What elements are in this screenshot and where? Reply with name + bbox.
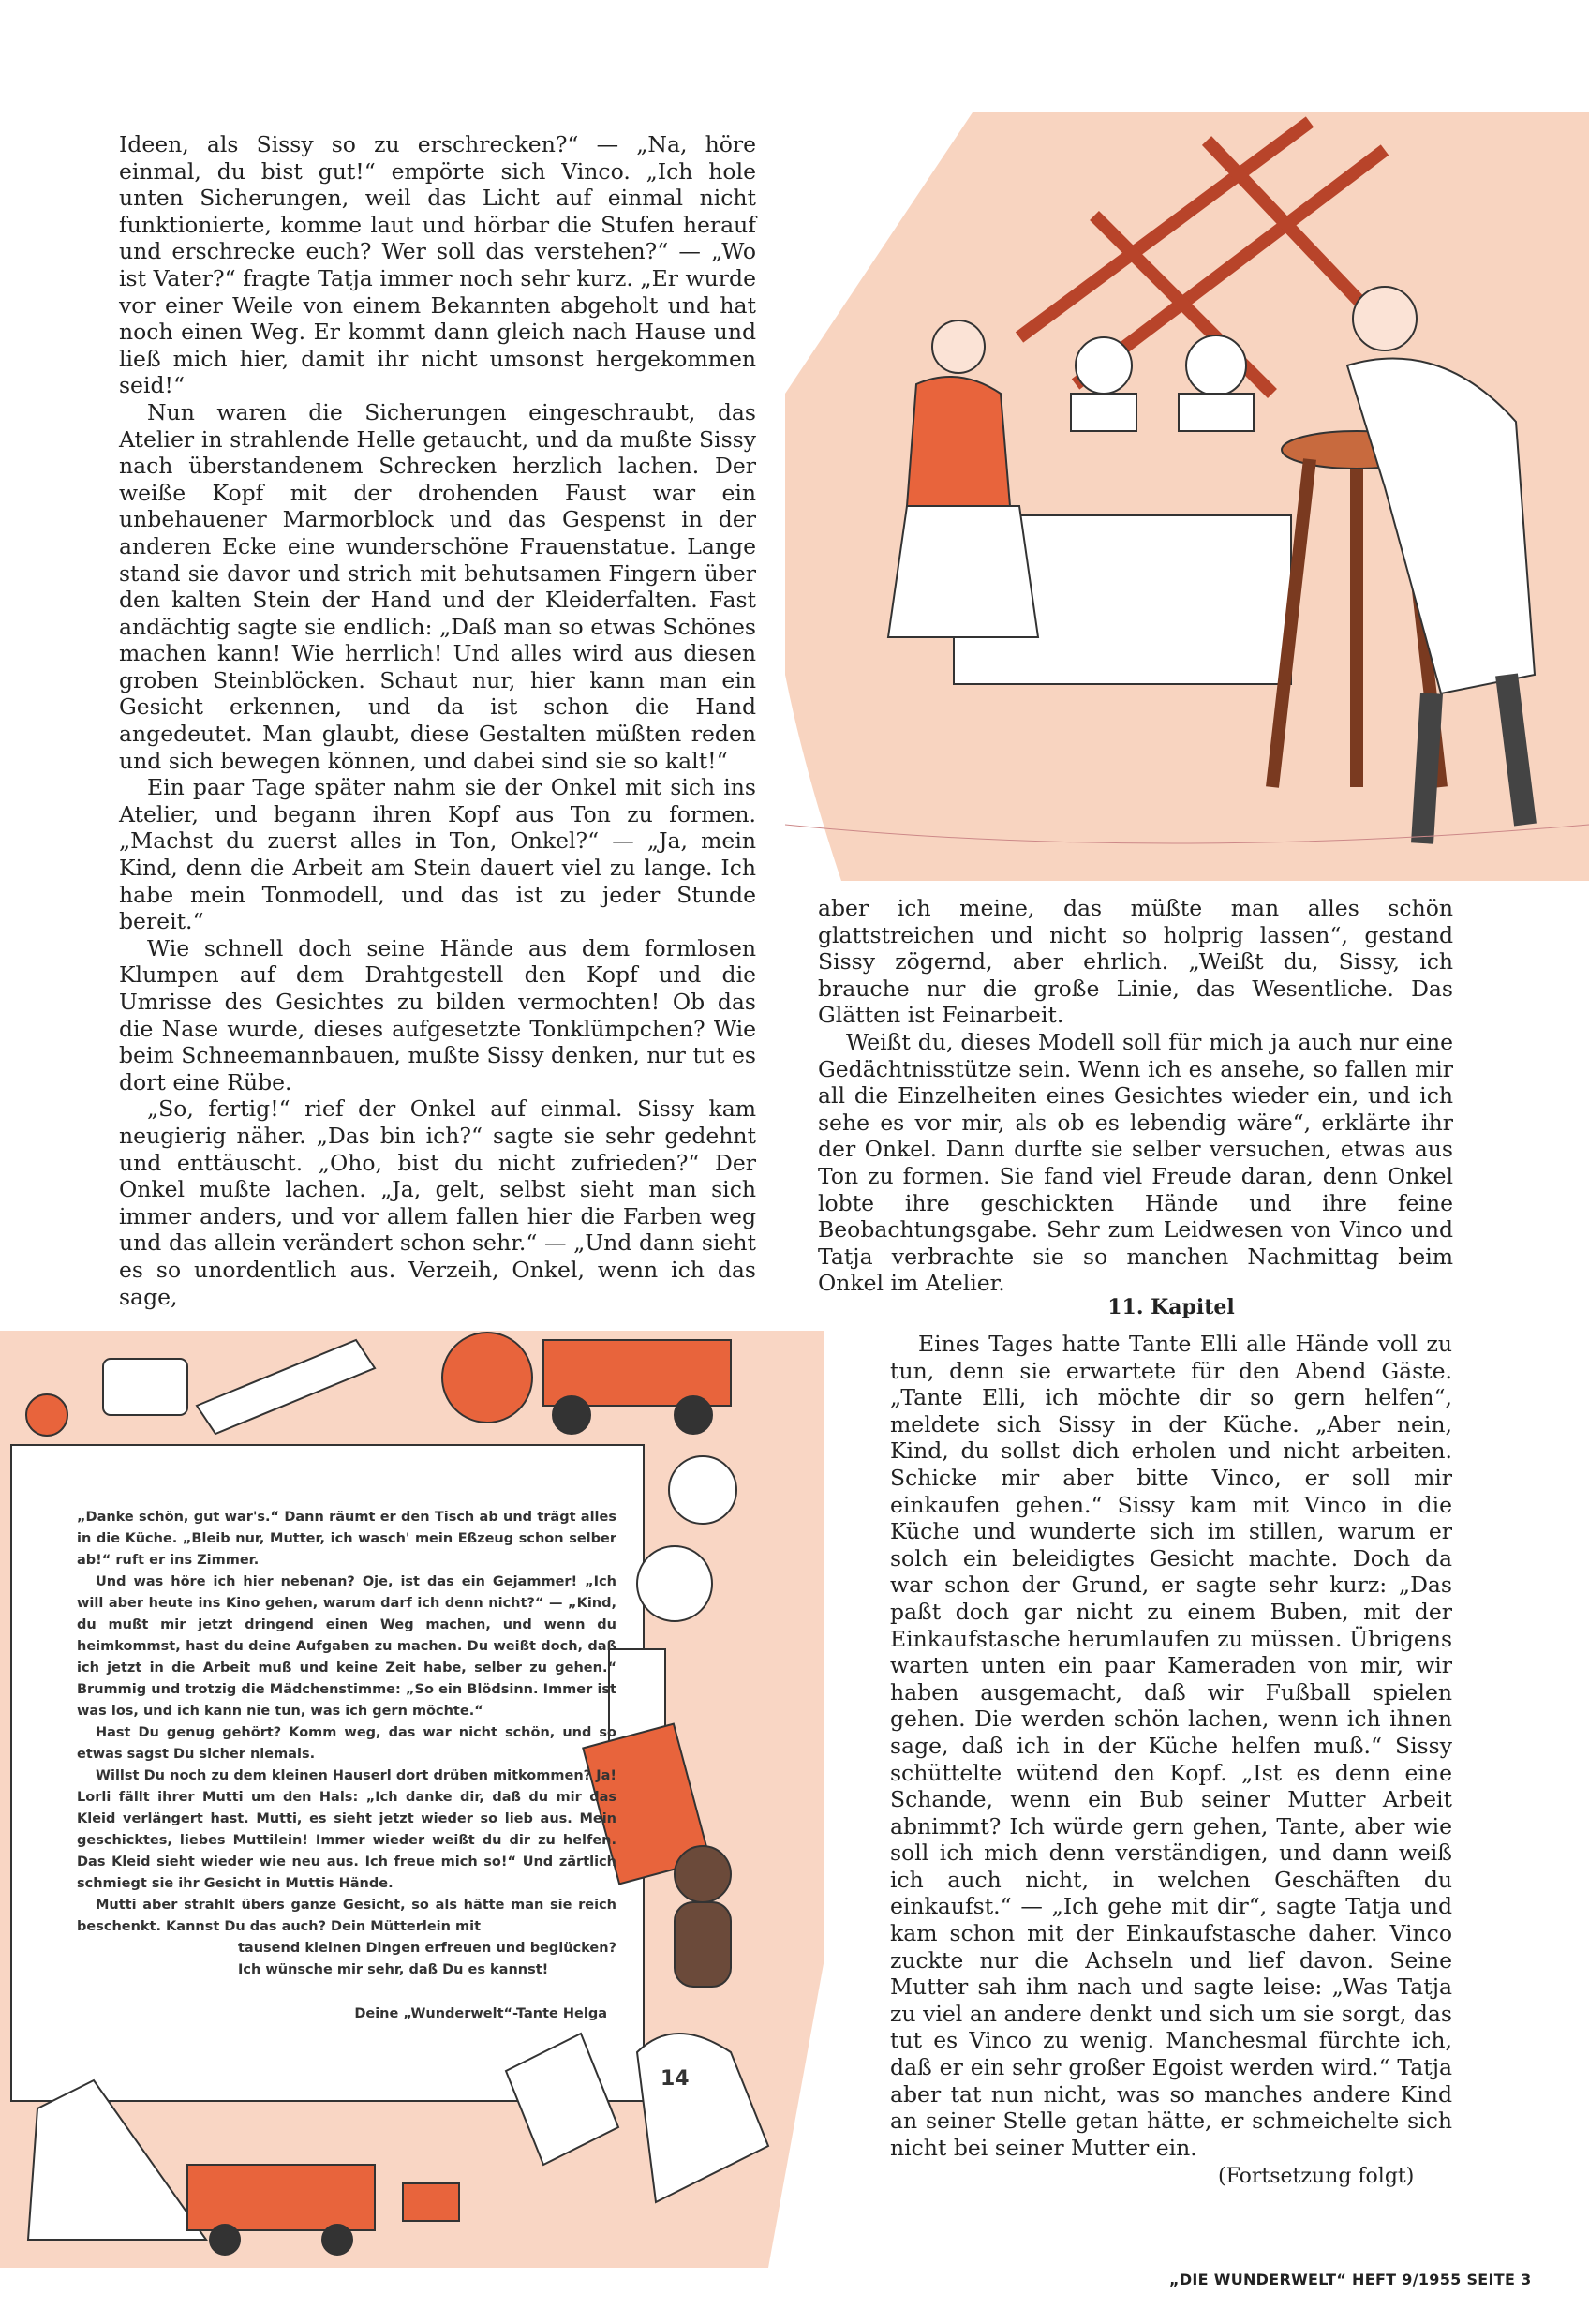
paragraph: Ein paar Tage später nahm sie der Onkel mit sich ins Atelier, und begann ihren Kopf aus Ton zu formen. „Machst du zuerst alles in Ton, Onkel?“ — „Ja, mein Kind, denn die Arbeit am Stein dauert viel zu lange. Ich habe mein Tonmodell, und das ist zu jeder Stunde bereit.“: [119, 774, 756, 935]
paragraph: aber ich meine, das müßte man alles schön glattstreichen und nicht so holprig lassen“, gestand Sissy zögernd, aber ehrlich. „Weißt du, Sissy, ich brauche nur die große Linie, das Wesentliche. Das Glätten ist Feinarbeit.: [818, 895, 1453, 1029]
chapter-text-column: [890, 1331, 1452, 2161]
paragraph-tail: tausend kleinen Dingen erfreuen und beglücken? Ich wünsche mir sehr, daß Du es kannst!: [238, 1941, 616, 1977]
left-text-column: [119, 131, 756, 1310]
card-number: 14: [661, 2067, 690, 2091]
signature: Deine „Wunderwelt“-Tante Helga: [354, 2006, 607, 2021]
atelier-illustration: [785, 112, 1589, 881]
continued-note: (Fortsetzung folgt): [1218, 2165, 1415, 2188]
paragraph: „So, fertig!“ rief der Onkel auf einmal. Sissy kam neugierig näher. „Das bin ich?“ sagte sie sehr gedehnt und enttäuscht. „Oho, bist du nicht zufrieden?“ Der Onkel mußte lachen. „Ja, gelt, selbst sieht man sich immer anders, und vor allem fallen hier die Farben weg und das allein verändert schon sehr.“ — „Und dann sieht es so unordentlich aus. Verzeih, Onkel, wenn ich das sage,: [119, 1095, 756, 1310]
paragraph: Mutti aber strahlt übers ganze Gesicht, so als hätte man sie reich beschenkt. Kannst Du das auch? Dein Mütterlein mit: [77, 1898, 616, 1934]
paragraph: „Danke schön, gut war's.“ Dann räumt er den Tisch ab und trägt alles in die Küche. „Bleib nur, Mutter, ich wasch' mein Eßzeug schon selber ab!“ ruft er ins Zimmer.: [77, 1510, 616, 1568]
paragraph: Eines Tages hatte Tante Elli alle Hände voll zu tun, denn sie erwartete für den Abend Gäste. „Tante Elli, ich möchte dir so gern helfen“, meldete sich Sissy in der Küche. „Aber nein, Kind, du sollst dich erholen und nicht arbeiten. Schicke mir aber bitte Vinco, er soll mir einkaufen gehen.“ Sissy kam mit Vinco in die Küche und wunderte sich im stillen, warum er solch ein beleidigtes Gesicht machte. Doch da war schon der Grund, er sagte sehr kurz: „Das paßt doch gar nicht zu einem Buben, mit der Einkaufstasche herumlaufen zu müssen. Übrigens warten unten ein paar Kameraden von mir, wir haben ausgemacht, daß wir Fußball spielen gehen. Die werden schön lachen, wenn ich ihnen sage, daß ich in der Küche helfen muß.“ Sissy schüttelte wütend den Kopf. „Ist es denn eine Schande, wenn ein Bub seiner Mutter Arbeit abnimmt? Ich würde gern gehen, Tante, aber wie soll ich mich denn verständigen, und dann weiß ich auch nicht, in welchen Geschäften du einkaufst.“ — „Ich gehe mit dir“, sagte Tatja und kam schon mit der Einkaufstasche daher. Vinco zuckte nur die Achseln und lief davon. Seine Mutter sah ihm nach und sagte leise: „Was Tatja zu viel an andere denkt und sich um sie sorgt, das tut es Vinco zu wenig. Manchesmal fürchte ich, daß er ein sehr großer Egoist werden wird.“ Tatja aber tat nun nicht, was so manches andere Kind an seiner Stelle getan hätte, er schmeichelte sich nicht bei seiner Mutter ein.: [890, 1331, 1452, 2161]
paragraph: Nun waren die Sicherungen eingeschraubt, das Atelier in strahlende Helle getaucht, und da mußte Sissy nach überstandenem Schrecken herzlich lachen. Der weiße Kopf mit der drohenden Faust war ein unbehauener Marmorblock und das Gespenst in der anderen Ecke eine wunderschöne Frauenstatue. Lange stand sie davor und strich mit behutsamen Fingern über den kalten Stein der Hand und der Kleiderfalten. Fast andächtig sagte sie endlich: „Daß man so etwas Schönes machen kann! Wie herrlich! Und alles wird aus diesen groben Steinblöcken. Schaut nur, hier kann man ein Gesicht erkennen, und da ist schon die Hand angedeutet. Man glaubt, diese Gestalten müßten reden und sich bewegen können, und dabei sind sie so kalt!“: [119, 398, 756, 774]
paragraph: Und was höre ich hier nebenan? Oje, ist das ein Gejammer! „Ich will aber heute ins Kino gehen, warum darf ich denn nicht?“ — „Kind, du mußt mir jetzt dringend einen Weg machen, und wenn du heimkommst, hast du deine Aufgaben zu machen. Du weißt doch, daß ich jetzt in die Arbeit muß und keine Zeit habe, selber zu gehen.“ Brummig und trotzig die Mädchenstimme: „So ein Blödsinn. Immer ist was los, und ich kann nie tun, was ich gern möchte.“: [77, 1574, 616, 1719]
paragraph: Ideen, als Sissy so zu erschrecken?“ — „Na, höre einmal, du bist gut!“ empörte sich Vinco. „Ich hole unten Sicherungen, weil das Licht auf einmal nicht funktionierte, komme laut und hörbar die Stufen herauf und erschrecke euch? Wer soll das verstehen?“ — „Wo ist Vater?“ fragte Tatja immer noch sehr kurz. „Er wurde vor einer Weile von einem Bekannten abgeholt und hat noch einen Weg. Er kommt dann gleich nach Hause und ließ mich hier, damit ihr nicht umsonst hergekommen seid!“: [119, 131, 756, 399]
paragraph: Weißt du, dieses Modell soll für mich ja auch nur eine Gedächtnisstütze sein. Wenn ich es ansehe, so fallen mir all die Einzelheiten eines Gesichtes wieder ein, und ich sehe es vor mir, als ob es lebendig wäre“, erklärte ihr der Onkel. Dann durfte sie selber versuchen, etwas aus Ton zu formen. Sie fand viel Freude daran, denn Onkel lobte ihre geschickten Hände und ihre feine Beobachtungsgabe. Sehr zum Leidwesen von Vinco und Tatja verbrachte sie so manchen Nachmittag beim Onkel im Atelier.: [818, 1028, 1453, 1297]
chapter-heading: 11. Kapitel: [1107, 1295, 1235, 1319]
paragraph: Hast Du genug gehört? Komm weg, das war nicht schön, und so etwas sagst Du sicher niemals.: [77, 1725, 616, 1762]
right-text-column-top: [818, 895, 1453, 1297]
page-footer: „DIE WUNDERWELT“ HEFT 9/1955 SEITE 3: [1169, 2271, 1532, 2288]
paragraph: Wie schnell doch seine Hände aus dem formlosen Klumpen auf dem Drahtgestell den Kopf und die Umrisse des Gesichtes zu bilden vermochten! Ob das die Nase wurde, dieses aufgesetzte Tonklümpchen? Wie beim Schneemannbauen, mußte Sissy denken, nur tut es dort eine Rübe.: [119, 934, 756, 1095]
paragraph: Willst Du noch zu dem kleinen Hauserl dort drüben mitkommen? Ja! Lorli fällt ihrer Mutti um den Hals: „Ich danke dir, daß du mir das Kleid verlängert hast. Mutti, es sieht jetzt wieder so lieb aus. Mein geschicktes, liebes Muttilein! Immer wieder weißt du dir zu helfen. Das Kleid sieht wieder wie neu aus. Ich freue mich so!“ Und zärtlich schmiegt sie ihr Gesicht in Muttis Hände.: [77, 1768, 616, 1891]
letter-box-text: [77, 1507, 616, 2025]
